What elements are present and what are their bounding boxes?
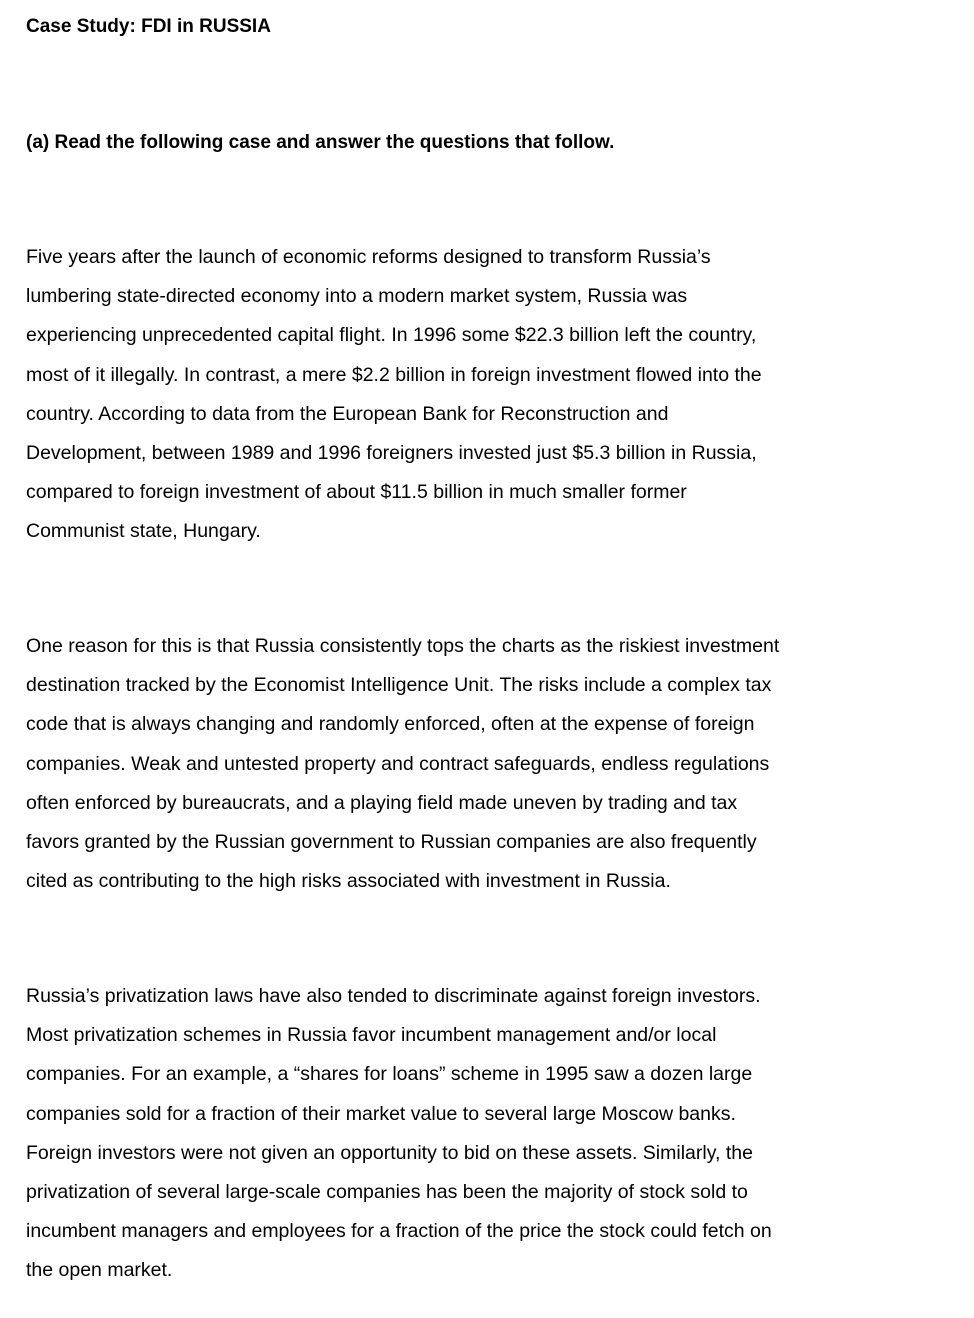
paragraph-line: country. According to data from the European Bank for Reconstruction and [26, 402, 669, 425]
paragraph-line: Communist state, Hungary. [26, 520, 261, 543]
paragraph-line: Development, between 1989 and 1996 foreigners invested just $5.3 billion in Russia, [26, 442, 757, 465]
paragraph-line: companies. Weak and untested property and contract safeguards, endless regulations [26, 752, 770, 775]
paragraph-line: companies sold for a fraction of their market value to several large Moscow banks. [26, 1102, 736, 1125]
paragraph-line: Five years after the launch of economic reforms designed to transform Russia’s [26, 246, 711, 268]
paragraph-line: incumbent managers and employees for a fraction of the price the stock could fetch on [26, 1220, 772, 1243]
paragraph-line: Most privatization schemes in Russia favor incumbent management and/or local [26, 1024, 717, 1047]
paragraph-line: favors granted by the Russian government to Russian companies are also frequently [26, 831, 757, 854]
case-study-title: Case Study: FDI in RUSSIA [26, 16, 271, 37]
paragraph-line: cited as contributing to the high risks associated with investment in Russia. [26, 870, 671, 893]
paragraph-line: privatization of several large-scale companies has been the majority of stock sold to [26, 1181, 748, 1204]
paragraph-line: Russia’s privatization laws have also tended to discriminate against foreign investors. [26, 985, 761, 1007]
paragraph-line: compared to foreign investment of about $11.5 billion in much smaller former [26, 481, 687, 504]
instruction-heading: (a) Read the following case and answer the questions that follow. [26, 132, 615, 153]
paragraph-3 [26, 977, 946, 1291]
paragraph-line: One reason for this is that Russia consistently tops the charts as the riskiest investment [26, 635, 780, 657]
paragraph-line: destination tracked by the Economist Intelligence Unit. The risks include a complex tax [26, 674, 772, 697]
paragraph-line: often enforced by bureaucrats, and a playing field made uneven by trading and tax [26, 791, 738, 814]
paragraph-1 [26, 238, 946, 552]
paragraph-line: the open market. [26, 1259, 173, 1282]
paragraph-line: lumbering state-directed economy into a modern market system, Russia was [26, 285, 688, 308]
paragraph-line: code that is always changing and randomly enforced, often at the expense of foreign [26, 713, 755, 736]
paragraph-line: most of it illegally. In contrast, a mere $2.2 billion in foreign investment flowed into the [26, 363, 762, 386]
paragraph-line: companies. For an example, a “shares for loans” scheme in 1995 saw a dozen large [26, 1063, 753, 1086]
paragraph-2 [26, 627, 946, 901]
paragraph-line: experiencing unprecedented capital flight. In 1996 some $22.3 billion left the country, [26, 324, 757, 347]
paragraph-line: Foreign investors were not given an opportunity to bid on these assets. Similarly, the [26, 1141, 753, 1164]
